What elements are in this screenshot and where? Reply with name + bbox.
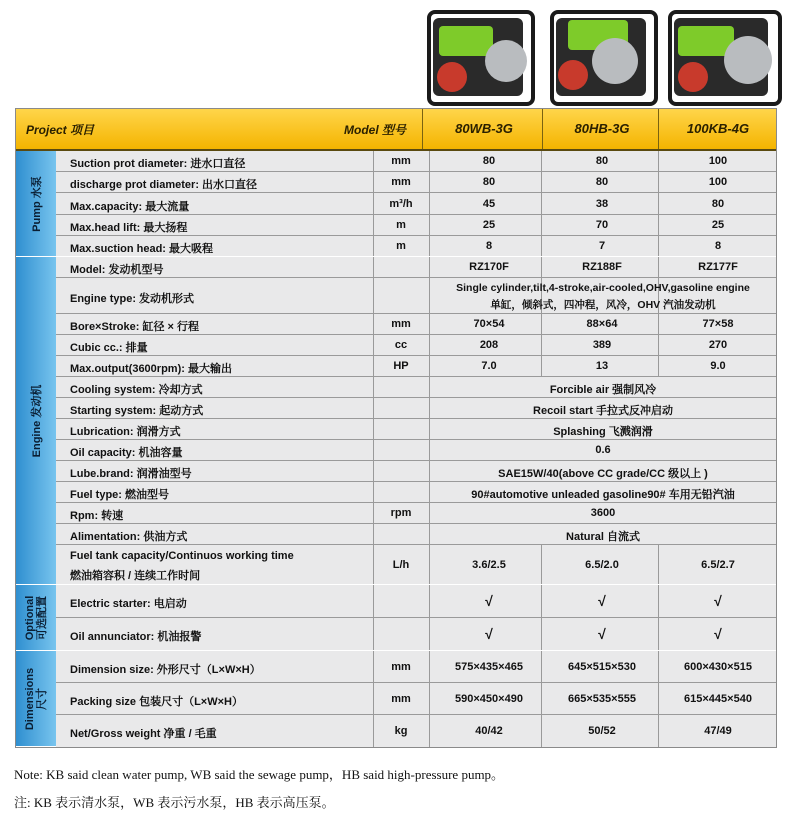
spec-value: 25 bbox=[711, 219, 725, 231]
header-divider bbox=[422, 109, 423, 149]
table-row bbox=[56, 257, 776, 278]
spec-name: Max.capacity: 最大流量 bbox=[70, 201, 190, 213]
spec-value: 45 bbox=[482, 198, 496, 210]
section-optional: Optional 可选配置 bbox=[16, 585, 56, 651]
table-row bbox=[56, 545, 776, 585]
table-row bbox=[56, 419, 776, 440]
check-mark: √ bbox=[714, 593, 722, 609]
spec-value: 90#automotive unleaded gasoline90# 车用无铅汽油 bbox=[471, 489, 735, 501]
table-row bbox=[56, 524, 776, 545]
spec-name: Max.suction head: 最大吸程 bbox=[70, 243, 214, 255]
note-chinese: 注: KB 表示清水泵，WB 表示污水泵，HB 表示高压泵。 bbox=[14, 795, 335, 810]
spec-value: 47/49 bbox=[704, 725, 732, 737]
spec-value: 6.5/2.0 bbox=[585, 559, 619, 571]
table-row bbox=[56, 503, 776, 524]
spec-name: Oil annunciator: 机油报警 bbox=[70, 631, 202, 643]
spec-value: 8 bbox=[714, 240, 722, 252]
model-100kb: 100KB-4G bbox=[686, 121, 750, 136]
spec-unit: cc bbox=[394, 339, 408, 351]
spec-value: 13 bbox=[595, 360, 609, 372]
spec-value: 88×64 bbox=[586, 318, 618, 330]
spec-table bbox=[15, 108, 777, 748]
spec-value: 80 bbox=[711, 198, 725, 210]
spec-value: 600×430×515 bbox=[684, 661, 752, 673]
table-row bbox=[56, 278, 776, 314]
spec-value: 70 bbox=[595, 219, 609, 231]
table-row bbox=[56, 482, 776, 503]
table-row bbox=[56, 215, 776, 236]
spec-value: 6.5/2.7 bbox=[701, 559, 735, 571]
table-row bbox=[56, 715, 776, 747]
table-row bbox=[56, 377, 776, 398]
spec-value: 77×58 bbox=[702, 318, 734, 330]
spec-name: Bore×Stroke: 缸径 × 行程 bbox=[70, 321, 199, 333]
spec-value: 80 bbox=[595, 155, 609, 167]
table-row bbox=[56, 236, 776, 257]
spec-value: 80 bbox=[482, 176, 496, 188]
spec-value: 80 bbox=[482, 155, 496, 167]
table-row bbox=[56, 193, 776, 215]
spec-name: Oil capacity: 机油容量 bbox=[70, 447, 183, 459]
spec-name: Model: 发动机型号 bbox=[70, 264, 164, 276]
spec-name: Lubrication: 润滑方式 bbox=[70, 426, 181, 438]
spec-value: 100 bbox=[708, 155, 728, 167]
spec-name: Rpm: 转速 bbox=[70, 510, 124, 522]
spec-name: discharge prot diameter: 出水口直径 bbox=[70, 179, 258, 191]
table-row bbox=[56, 151, 776, 172]
check-mark: √ bbox=[485, 626, 493, 642]
check-mark: √ bbox=[714, 626, 722, 642]
spec-value: 3600 bbox=[590, 507, 616, 519]
pump-image-100kb bbox=[666, 6, 781, 106]
note-english: Note: KB said clean water pump, WB said the sewage pump，HB said high-pressure pump。 bbox=[14, 767, 505, 782]
model-80hb: 80HB-3G bbox=[574, 121, 630, 136]
spec-name: Electric starter: 电启动 bbox=[70, 598, 187, 610]
spec-value: Single cylinder,tilt,4-stroke,air-cooled,OHV,gasoline engine bbox=[456, 282, 750, 294]
spec-unit: mm bbox=[391, 176, 411, 188]
spec-value: 3.6/2.5 bbox=[472, 559, 506, 571]
spec-unit: HP bbox=[393, 360, 409, 372]
check-mark: √ bbox=[598, 626, 606, 642]
spec-unit: L/h bbox=[392, 559, 410, 571]
spec-unit: rpm bbox=[390, 507, 412, 519]
spec-value: 575×435×465 bbox=[455, 661, 523, 673]
section-pump: Pump 水泵 bbox=[16, 151, 56, 257]
spec-unit: kg bbox=[394, 725, 408, 737]
product-images bbox=[420, 6, 790, 106]
spec-value: 80 bbox=[595, 176, 609, 188]
table-row bbox=[56, 618, 776, 651]
model-80wb: 80WB-3G bbox=[455, 121, 513, 136]
spec-name: Cooling system: 冷却方式 bbox=[70, 384, 203, 396]
spec-name: Net/Gross weight 净重 / 毛重 bbox=[70, 728, 217, 740]
spec-value: RZ170F bbox=[469, 261, 509, 273]
table-row bbox=[56, 335, 776, 356]
spec-name: Dimension size: 外形尺寸（L×W×H） bbox=[70, 664, 261, 676]
spec-value: SAE15W/40(above CC grade/CC 级以上 ) bbox=[498, 468, 708, 480]
spec-unit: m bbox=[396, 219, 406, 231]
section-dimensions: Dimensions 尺寸 bbox=[16, 651, 56, 747]
spec-value: 590×450×490 bbox=[455, 693, 523, 705]
spec-value: 70×54 bbox=[473, 318, 505, 330]
project-label: Project 项目 bbox=[26, 123, 95, 137]
spec-unit: mm bbox=[391, 693, 411, 705]
spec-value: 8 bbox=[485, 240, 493, 252]
spec-name: Packing size 包装尺寸（L×W×H） bbox=[70, 696, 243, 708]
table-row bbox=[56, 440, 776, 461]
table-row bbox=[56, 172, 776, 193]
table-row bbox=[56, 398, 776, 419]
spec-name: Cubic cc.: 排量 bbox=[70, 342, 148, 354]
table-row bbox=[56, 683, 776, 715]
spec-value: 40/42 bbox=[475, 725, 503, 737]
spec-value: 9.0 bbox=[710, 360, 726, 372]
spec-unit: m³/h bbox=[389, 198, 413, 210]
spec-value: 单缸，倾斜式，四冲程，风冷，OHV 汽油发动机 bbox=[490, 299, 716, 311]
spec-name: Alimentation: 供油方式 bbox=[70, 531, 188, 543]
spec-value: Recoil start 手拉式反冲启动 bbox=[533, 405, 673, 417]
spec-name: Fuel tank capacity/Continuos working time bbox=[70, 550, 294, 562]
spec-value: 208 bbox=[479, 339, 499, 351]
spec-value: RZ177F bbox=[698, 261, 738, 273]
spec-value: 389 bbox=[592, 339, 612, 351]
spec-name: 燃油箱容积 / 连续工作时间 bbox=[70, 570, 201, 582]
spec-value: Splashing 飞溅润滑 bbox=[553, 426, 653, 438]
table-row bbox=[56, 651, 776, 683]
spec-value: 645×515×530 bbox=[568, 661, 636, 673]
spec-value: 7.0 bbox=[481, 360, 497, 372]
spec-unit: m bbox=[396, 240, 406, 252]
spec-unit: mm bbox=[391, 318, 411, 330]
spec-value: 0.6 bbox=[595, 444, 611, 456]
spec-value: 270 bbox=[708, 339, 728, 351]
table-row bbox=[56, 314, 776, 335]
check-mark: √ bbox=[598, 593, 606, 609]
check-mark: √ bbox=[485, 593, 493, 609]
spec-value: RZ188F bbox=[582, 261, 622, 273]
spec-value: 25 bbox=[482, 219, 496, 231]
spec-unit: mm bbox=[391, 661, 411, 673]
spec-value: Forcible air 强制风冷 bbox=[549, 384, 657, 396]
section-engine: Engine 发动机 bbox=[16, 257, 56, 585]
spec-value: Natural 自流式 bbox=[566, 531, 640, 543]
spec-value: 38 bbox=[595, 198, 609, 210]
spec-name: Lube.brand: 润滑油型号 bbox=[70, 468, 192, 480]
spec-value: 615×445×540 bbox=[684, 693, 752, 705]
table-header bbox=[16, 109, 776, 151]
spec-name: Starting system: 起动方式 bbox=[70, 405, 204, 417]
model-label: Model 型号 bbox=[344, 123, 406, 137]
spec-value: 100 bbox=[708, 176, 728, 188]
spec-name: Engine type: 发动机形式 bbox=[70, 293, 195, 305]
pump-image-80wb bbox=[425, 6, 535, 106]
table-row bbox=[56, 461, 776, 482]
table-row bbox=[56, 356, 776, 377]
spec-value: 665×535×555 bbox=[568, 693, 636, 705]
spec-name: Max.head lift: 最大扬程 bbox=[70, 222, 188, 234]
pump-image-80hb bbox=[548, 6, 658, 106]
spec-name: Max.output(3600rpm): 最大输出 bbox=[70, 363, 232, 375]
spec-name: Fuel type: 燃油型号 bbox=[70, 489, 170, 501]
spec-value: 50/52 bbox=[588, 725, 616, 737]
spec-name: Suction prot diameter: 进水口直径 bbox=[70, 158, 246, 170]
table-row bbox=[56, 585, 776, 618]
spec-value: 7 bbox=[598, 240, 606, 252]
spec-unit: mm bbox=[391, 155, 411, 167]
